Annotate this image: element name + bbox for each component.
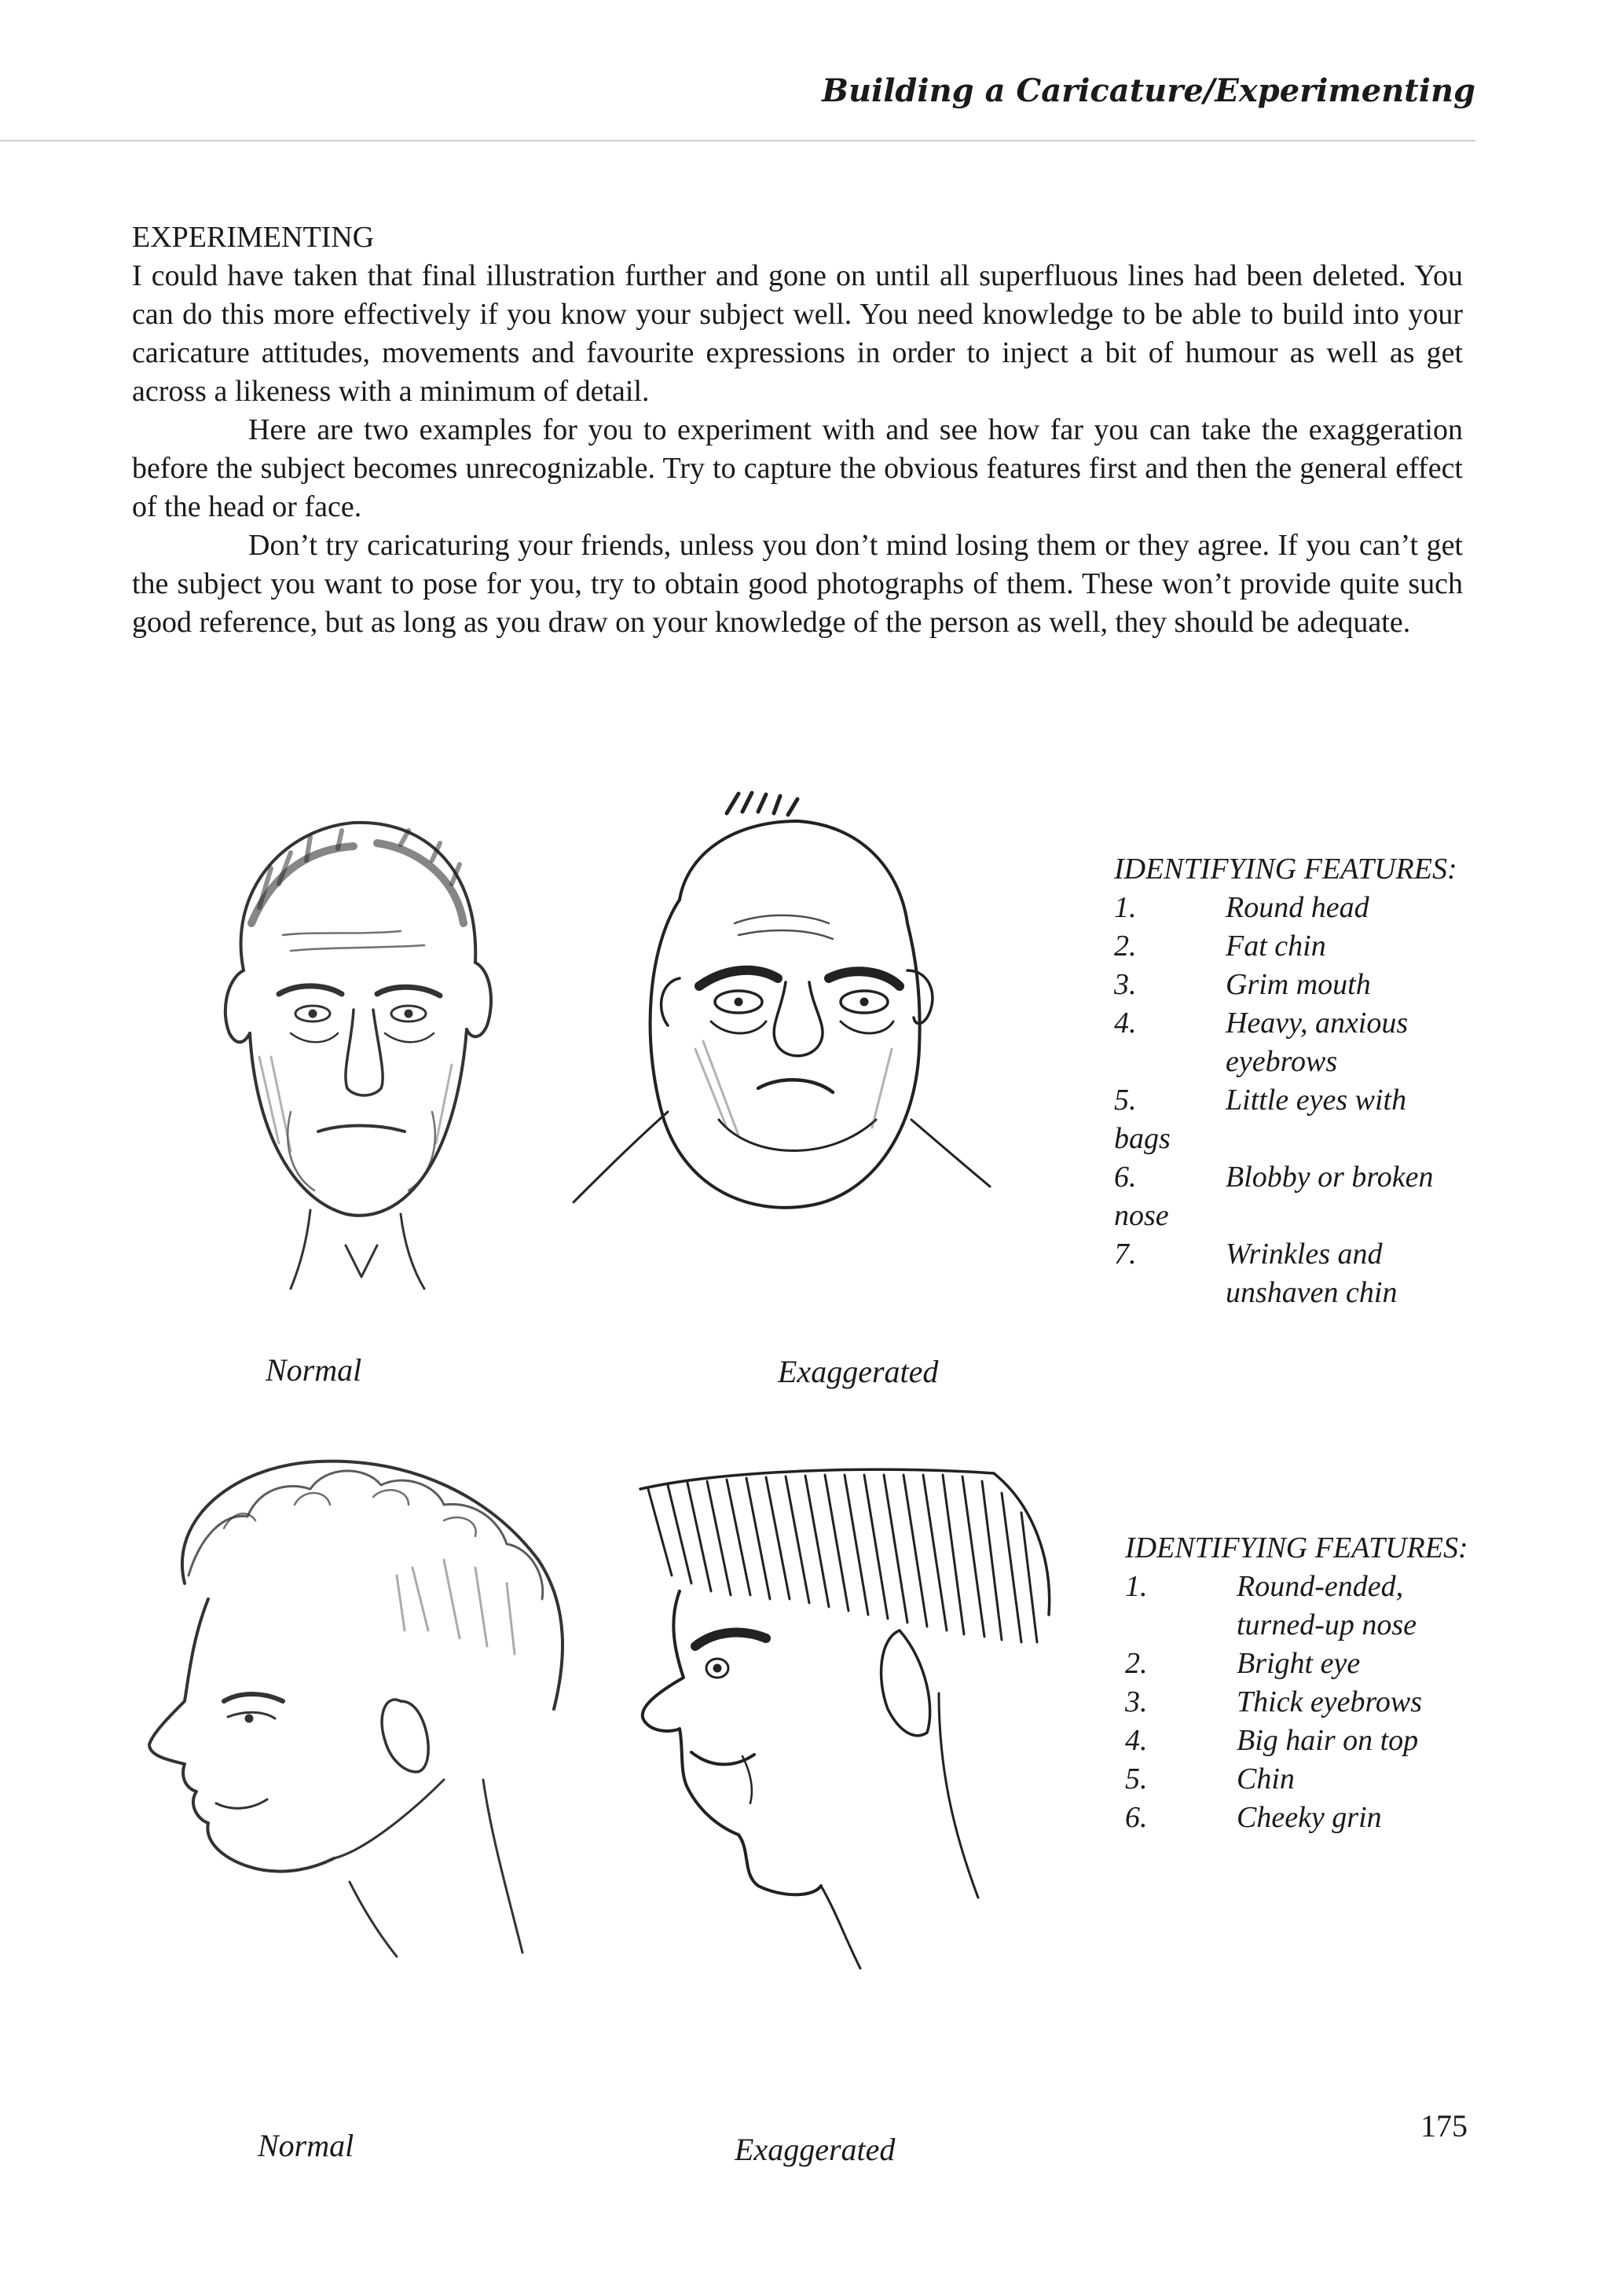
feature-wrap: bags <box>1114 1122 1171 1155</box>
caption-normal-2: Normal <box>258 2128 354 2163</box>
section-heading: EXPERIMENTING <box>132 221 375 254</box>
features-heading-2: IDENTIFYING FEATURES: <box>1125 1531 1468 1564</box>
feature-item <box>1114 966 1475 1004</box>
feature-number: 6. <box>1125 1801 1148 1834</box>
caption-exaggerated-2: Exaggerated <box>735 2132 896 2167</box>
page-number: 175 <box>1420 2108 1468 2144</box>
feature-text: Big hair on top <box>1237 1724 1419 1757</box>
feature-item <box>1114 1158 1475 1197</box>
feature-item <box>1114 1235 1475 1274</box>
feature-text: Thick eyebrows <box>1237 1685 1423 1718</box>
exaggerated-face-profile-drawing <box>625 1458 1065 1976</box>
feature-item <box>1125 1645 1471 1683</box>
feature-item <box>1125 1722 1471 1760</box>
feature-item <box>1125 1799 1471 1837</box>
body-text <box>132 218 1463 642</box>
feature-text: Bright eye <box>1237 1647 1361 1680</box>
normal-face-front-drawing <box>141 774 550 1293</box>
feature-continuation: unshaven chin <box>1226 1276 1398 1309</box>
normal-face-profile-drawing <box>114 1442 585 1960</box>
feature-item <box>1125 1568 1471 1606</box>
feature-number: 1. <box>1114 891 1137 924</box>
feature-text: Little eyes with <box>1226 1084 1407 1117</box>
feature-text: Heavy, anxious <box>1226 1007 1409 1040</box>
feature-number: 1. <box>1125 1570 1148 1603</box>
feature-text: Grim mouth <box>1226 968 1371 1001</box>
feature-item <box>1114 1081 1475 1120</box>
feature-text: Round head <box>1226 891 1369 924</box>
running-head: Building a Caricature/Experimenting <box>822 72 1475 109</box>
header-rule <box>0 140 1475 141</box>
feature-number: 7. <box>1114 1238 1137 1271</box>
features-list-1 <box>1114 850 1475 1312</box>
feature-number: 3. <box>1125 1685 1148 1718</box>
feature-number: 4. <box>1114 1007 1137 1040</box>
feature-number: 4. <box>1125 1724 1148 1757</box>
paragraph-3: Don’t try caricaturing your friends, unless you don’t mind losing them or they agree. If you can’t get the subject you want to pose for you, try to obtain good photographs of them. These won’t provide quite such good reference, but as long as you draw on your knowledge of the person as well, they should be adequate. <box>132 529 1463 639</box>
feature-text: Blobby or broken <box>1226 1161 1434 1194</box>
feature-text: Round-ended, <box>1237 1570 1404 1603</box>
caption-normal-1: Normal <box>266 1352 362 1388</box>
feature-wrap: nose <box>1114 1199 1169 1232</box>
feature-text: Fat chin <box>1226 930 1326 963</box>
feature-number: 6. <box>1114 1161 1137 1194</box>
feature-item <box>1114 1004 1475 1043</box>
paragraph-1: I could have taken that final illustration further and gone on until all superfluous lines had been deleted. You can do this more effectively if you know your subject well. You need knowledge to be able to build into your caricature attitudes, movements and favourite expressions in order to inject a bit of humour as well as get across a likeness with a minimum of detail. <box>132 259 1463 408</box>
feature-text: Cheeky grin <box>1237 1801 1382 1834</box>
feature-text: Chin <box>1237 1762 1295 1795</box>
feature-continuation: eyebrows <box>1226 1045 1338 1078</box>
feature-item <box>1125 1683 1471 1722</box>
features-heading-1: IDENTIFYING FEATURES: <box>1114 853 1457 886</box>
feature-item <box>1114 889 1475 927</box>
feature-number: 5. <box>1114 1084 1137 1117</box>
feature-item <box>1125 1760 1471 1799</box>
feature-number: 2. <box>1114 930 1137 963</box>
feature-number: 3. <box>1114 968 1137 1001</box>
feature-text: Wrinkles and <box>1226 1238 1383 1271</box>
feature-item <box>1114 927 1475 966</box>
caption-exaggerated-1: Exaggerated <box>778 1354 939 1389</box>
features-list-2 <box>1125 1529 1471 1837</box>
feature-number: 2. <box>1125 1647 1148 1680</box>
paragraph-2: Here are two examples for you to experiment with and see how far you can take the exaggeration before the subject becomes unrecognizable. Try to capture the obvious features first and then the general effect of the head or face. <box>132 413 1463 523</box>
exaggerated-face-front-drawing <box>570 790 994 1277</box>
feature-number: 5. <box>1125 1762 1148 1795</box>
feature-continuation: turned-up nose <box>1237 1608 1417 1641</box>
